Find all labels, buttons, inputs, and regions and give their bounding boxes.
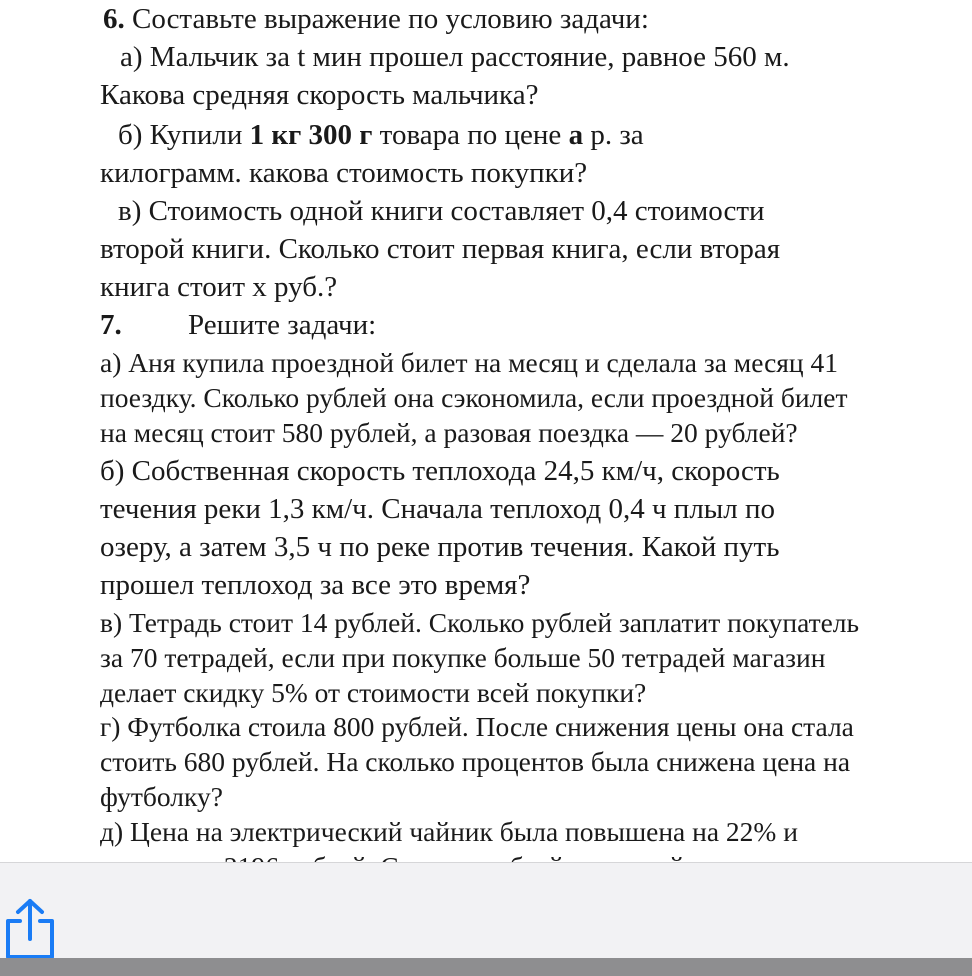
task6-heading	[103, 2, 649, 36]
task6-c-line3: книга стоит х руб.?	[100, 271, 338, 303]
task6-a-line2: Какова средняя скорость мальчика?	[100, 79, 539, 111]
task7-e-line1: д) Цена на электрический чайник была повышена на 22% и	[100, 816, 798, 847]
task7-d-line3: футболку?	[100, 781, 223, 812]
task7-d-line2: стоить 680 рублей. На сколько процентов была снижена цена на	[100, 746, 851, 777]
task7-b-line4: прошел теплоход за все это время?	[100, 569, 531, 601]
task6-b-line1	[118, 118, 644, 152]
share-icon	[0, 899, 60, 959]
task6-a-line1: а) Мальчик за t мин прошел расстояние, равное 560 м.	[120, 41, 790, 73]
task6-heading-text: Составьте выражение по условию задачи:	[132, 3, 649, 35]
task7-a-line3: на месяц стоит 580 рублей, а разовая поездка — 20 рублей?	[100, 417, 798, 448]
task7-c-line2: за 70 тетрадей, если при покупке больше 50 тетрадей магазин	[100, 642, 826, 673]
task7-b-line3: озеру, а затем 3,5 ч по реке против течения. Какой путь	[100, 531, 780, 563]
task7-b-line2: течения реки 1,3 км/ч. Сначала теплоход 0,4 ч плыл по	[100, 493, 776, 525]
bottom-toolbar	[0, 862, 972, 959]
share-button[interactable]	[0, 899, 60, 959]
task7-a-line1: а) Аня купила проездной билет на месяц и сделала за месяц 41	[100, 347, 839, 378]
task6-b-mid: товара по цене	[372, 119, 569, 151]
task6-c-line1: в) Стоимость одной книги составляет 0,4 стоимости	[118, 195, 765, 227]
task7-number: 7.	[100, 309, 122, 341]
task7-a-line2: поездку. Сколько рублей она сэкономила, если проездной билет	[100, 382, 848, 413]
task6-b-pre: б) Купили	[118, 119, 250, 151]
task6-b-bold2: а	[568, 119, 584, 151]
home-indicator-bar	[0, 958, 972, 976]
task7-heading: Решите задачи:	[188, 309, 377, 341]
task7-d-line1: г) Футболка стоила 800 рублей. После снижения цены она стала	[100, 711, 854, 742]
task6-number: 6.	[103, 3, 125, 35]
task6-b-post: р. за	[583, 119, 644, 151]
task7-c-line3: делает скидку 5% от стоимости всей покупки?	[100, 677, 647, 708]
task6-b-line2: килограмм. какова стоимость покупки?	[100, 157, 588, 189]
task6-b-bold1: 1 кг 300 г	[249, 119, 373, 151]
task7-b-line1: б) Собственная скорость теплохода 24,5 км/ч, скорость	[100, 455, 780, 487]
task6-c-line2: второй книги. Сколько стоит первая книга, если вторая	[100, 233, 781, 265]
task7-c-line1: в) Тетрадь стоит 14 рублей. Сколько рублей заплатит покупатель	[100, 607, 860, 638]
